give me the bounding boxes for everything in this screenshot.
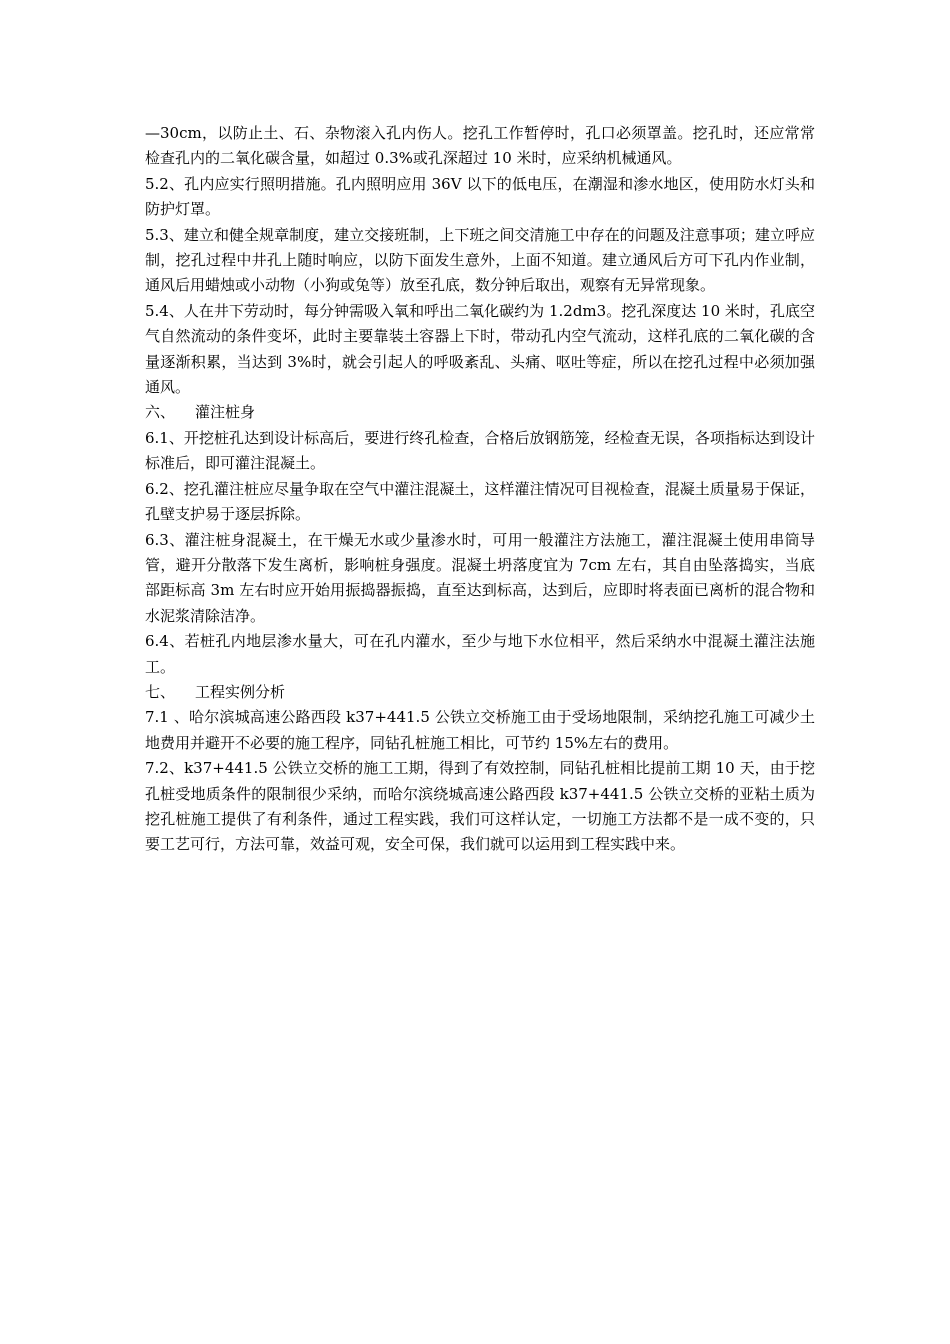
section-6-title: 灌注桩身 [195,403,256,422]
paragraph-5-1-continued: —30cm，以防止土、石、杂物滚入孔内伤人。挖孔工作暂停时，孔口必须罩盖。挖孔时，还应常常检查孔内的二氧化碳含量，如超过 0.3%或孔深超过 10 米时，应采纳机械通风。 [145,124,815,168]
paragraph-7-2: 7.2、k37+441.5 公铁立交桥的施工工期，得到了有效控制，同钻孔桩相比提前工期 10 天，由于挖孔桩受地质条件的限制很少采纳，而哈尔滨绕城高速公路西段 k37+441.5 公铁立交桥的亚粘土质为挖孔桩施工提供了有利条件，通过工程实践，我们可这样认定，一切施工方法都不是一成不变的，只要工艺可行，方法可靠，效益可观，安全可保，我们就可以运用到工程实践中来。 [145,759,815,854]
paragraph-5-4: 5.4、人在井下劳动时，每分钟需吸入氧和呼出二氧化碳约为 1.2dm3。挖孔深度达 10 米时，孔底空气自然流动的条件变坏，此时主要靠装土容器上下时，带动孔内空气流动，这样孔底的二氧化碳的含量逐渐积累，当达到 3%时，就会引起人的呼吸紊乱、头痛、呕吐等症，所以在挖孔过程中必须加强通风。 [145,301,815,397]
section-6-number: 六、 [145,403,176,422]
paragraph-6-4: 6.4、若桩孔内地层渗水量大，可在孔内灌水，至少与地下水位相平，然后采纳水中混凝土灌注法施工。 [145,632,815,676]
paragraph-5-3: 5.3、建立和健全规章制度，建立交接班制，上下班之间交清施工中存在的问题及注意事项；建立呼应制，挖孔过程中井孔上随时响应，以防下面发生意外，上面不知道。建立通风后方可下孔内作业制，通风后用蜡烛或小动物（小狗或兔等）放至孔底，数分钟后取出，观察有无异常现象。 [145,225,815,295]
paragraph-5-2: 5.2、孔内应实行照明措施。孔内照明应用 36V 以下的低电压，在潮湿和渗水地区，使用防水灯头和防护灯罩。 [145,174,815,219]
paragraph-7-1: 7.1 、哈尔滨城高速公路西段 k37+441.5 公铁立交桥施工由于受场地限制，采纳挖孔施工可减少土地费用并避开不必要的施工程序，同钻孔桩施工相比，可节约 15%左右的费用。 [145,708,815,752]
document-body [145,121,815,858]
paragraph-6-1: 6.1、开挖桩孔达到设计标高后，要进行终孔检查，合格后放钢筋笼，经检查无误，各项指标达到设计标准后，即可灌注混凝土。 [145,428,815,473]
section-6-heading [145,400,815,425]
section-7-number: 七、 [145,682,176,701]
section-7-heading [145,680,815,705]
paragraph-6-3: 6.3、灌注桩身混凝土，在干燥无水或少量渗水时，可用一般灌注方法施工，灌注混凝土使用串筒导管，避开分散落下发生离析，影响桩身强度。混凝土坍落度宜为 7cm 左右，其自由坠落捣实，当底部距标高 3m 左右时应开始用振捣器振捣，直至达到标高，达到后，应即时将表面已离析的混合物和水泥浆清除洁净。 [145,530,815,625]
section-7-title: 工程实例分析 [195,682,286,701]
paragraph-6-2: 6.2、挖孔灌注桩应尽量争取在空气中灌注混凝土，这样灌注情况可目视检查，混凝土质量易于保证，孔壁支护易于逐层拆除。 [145,479,815,524]
